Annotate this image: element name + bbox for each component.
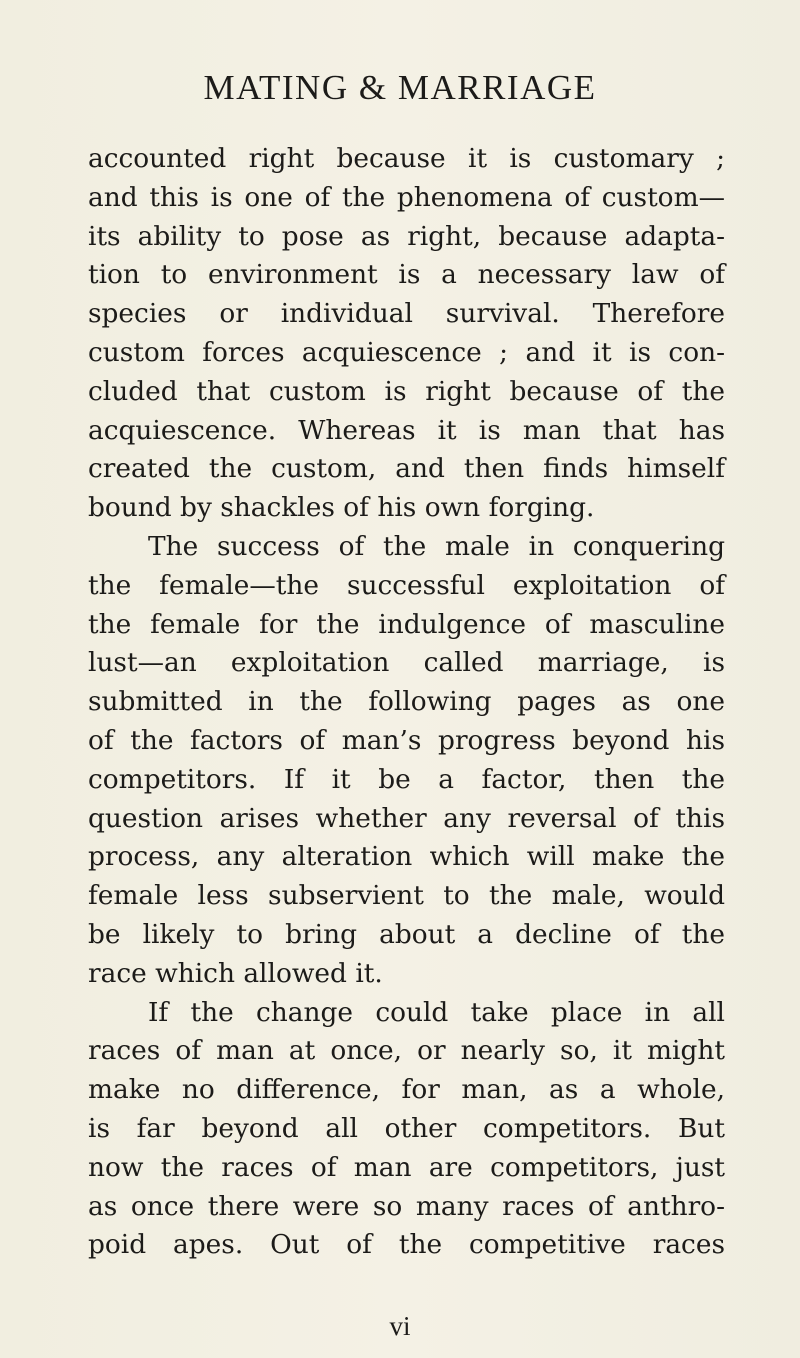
text-line: is far beyond all other competitors. But xyxy=(88,1112,725,1144)
text-line: make no difference, for man, as a whole, xyxy=(88,1074,725,1106)
paragraph-end-line: bound by shackles of his own forging. xyxy=(88,492,595,524)
text-line: the female—the successful exploitation of xyxy=(88,569,725,601)
text-line: submitted in the following pages as one xyxy=(88,686,725,718)
text-line: the female for the indulgence of masculine xyxy=(88,608,725,640)
text-line: accounted right because it is customary ; xyxy=(88,143,725,174)
text-line: question arises whether any reversal of this xyxy=(88,802,725,834)
text-line: acquiescence. Whereas it is man that has xyxy=(88,414,725,446)
text-line: competitors. If it be a factor, then the xyxy=(88,763,725,795)
paragraph-start-line: If the change could take place in all xyxy=(148,996,725,1028)
text-line: races of man at once, or nearly so, it might xyxy=(88,1035,725,1067)
text-line: tion to environment is a necessary law of xyxy=(88,259,725,291)
text-line: now the races of man are competitors, just xyxy=(88,1151,725,1183)
body-text xyxy=(88,140,725,1265)
text-line: and this is one of the phenomena of custom— xyxy=(88,181,725,213)
text-line: as once there were so many races of anthro- xyxy=(88,1190,725,1222)
text-line: female less subservient to the male, would xyxy=(88,880,725,912)
text-line: created the custom, and then finds himself xyxy=(88,453,725,485)
text-line: lust—an exploitation called marriage, is xyxy=(88,647,725,679)
text-line: poid apes. Out of the competitive races xyxy=(88,1229,725,1261)
text-line: be likely to bring about a decline of the xyxy=(88,918,725,950)
text-line: process, any alteration which will make the xyxy=(88,841,725,873)
text-line: of the factors of man’s progress beyond his xyxy=(88,724,725,756)
text-line: its ability to pose as right, because adapta- xyxy=(88,220,725,252)
running-header: MATING & MARRIAGE xyxy=(203,68,597,107)
text-line: custom forces acquiescence ; and it is con- xyxy=(88,336,725,368)
paragraph-end-line: race which allowed it. xyxy=(88,957,383,989)
paragraph-start-line: The success of the male in conquering xyxy=(148,530,725,562)
page-number: vi xyxy=(389,1311,411,1341)
text-line: species or individual survival. Therefore xyxy=(88,298,725,330)
text-line: cluded that custom is right because of the xyxy=(88,375,725,407)
